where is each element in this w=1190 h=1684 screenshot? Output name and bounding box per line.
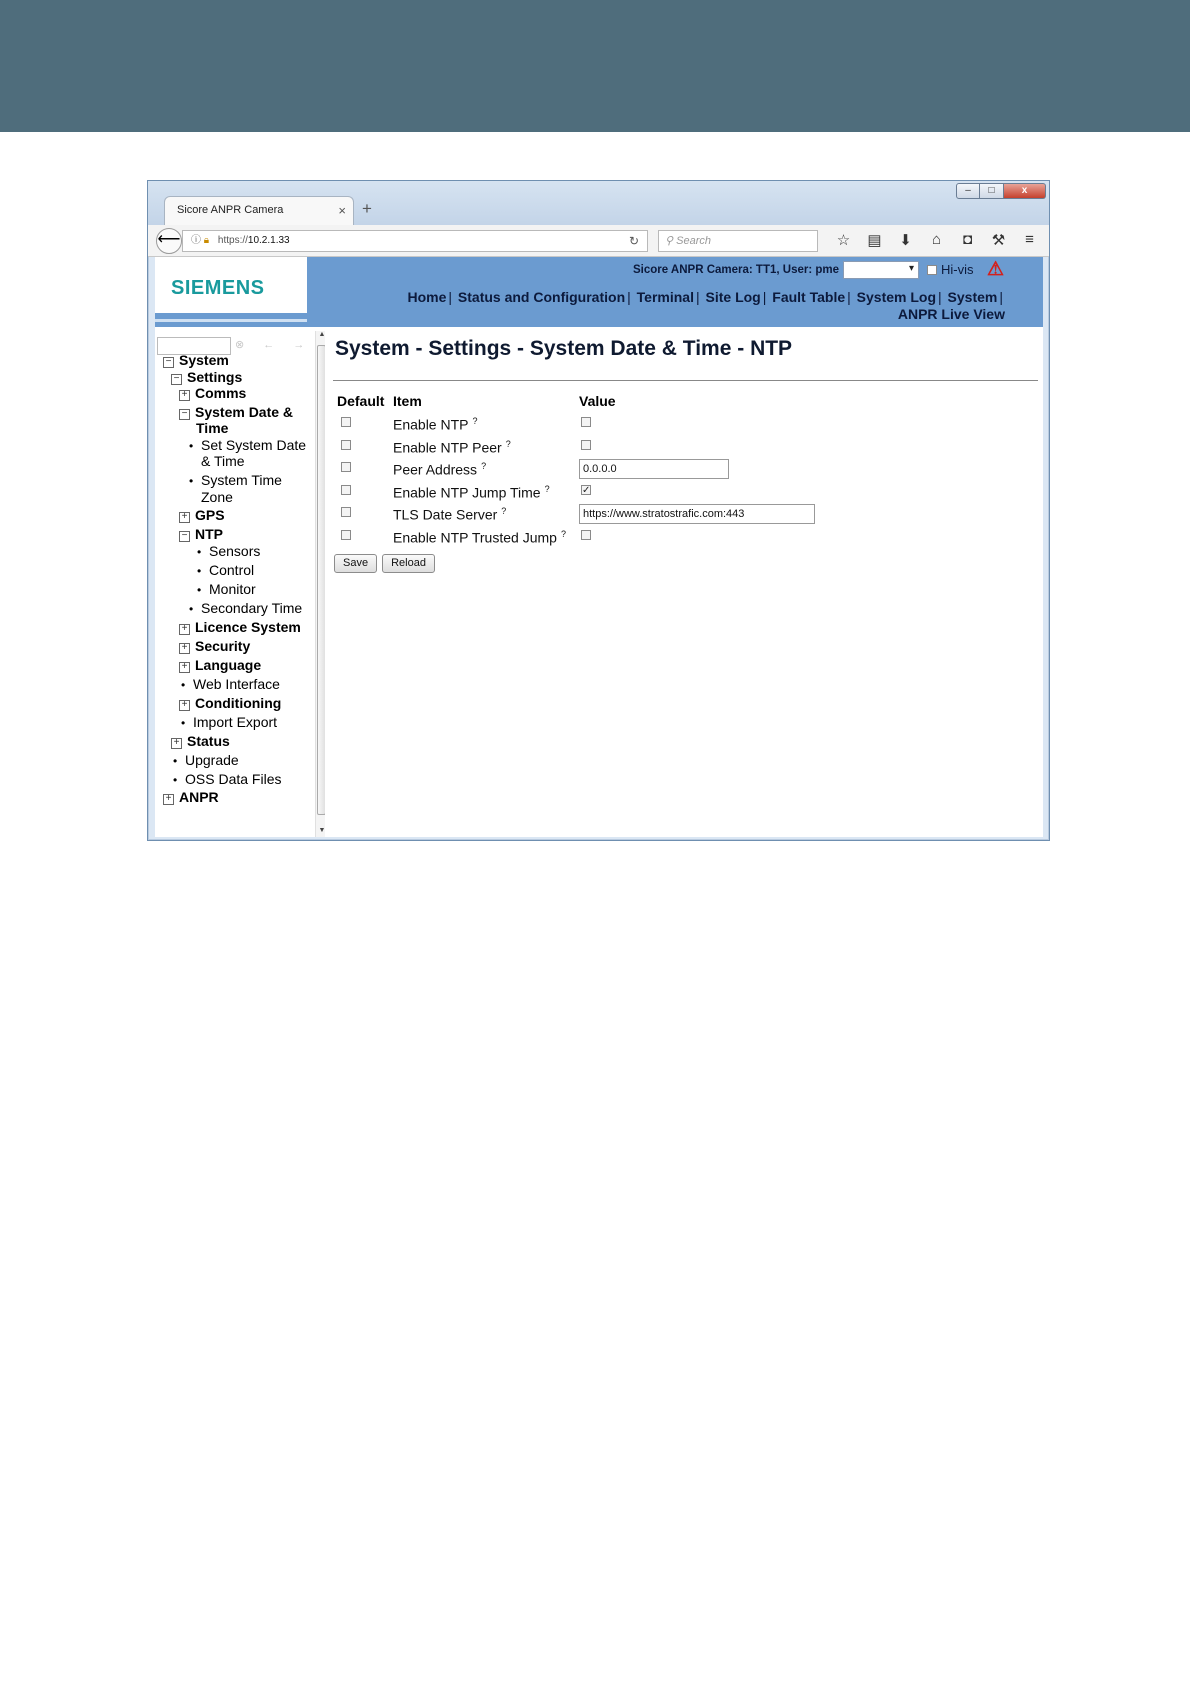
form-buttons — [334, 554, 440, 573]
nav-separator: | — [999, 289, 1003, 305]
tree-item[interactable] — [163, 352, 229, 369]
column-header-default: Default — [337, 393, 385, 409]
tab-close-icon[interactable]: × — [338, 203, 346, 218]
column-header-item: Item — [393, 393, 422, 409]
expand-icon[interactable]: + — [179, 624, 190, 635]
tree-item-label: Zone — [201, 489, 233, 505]
default-checkbox[interactable] — [341, 417, 351, 427]
nav-separator: | — [695, 289, 700, 305]
tree-item-label: Conditioning — [195, 695, 282, 711]
logo-strip — [155, 313, 307, 319]
toolbar-icons — [828, 231, 1045, 249]
tree-item[interactable] — [179, 657, 261, 674]
tree-item-label: Licence System — [195, 619, 301, 635]
expand-icon[interactable]: + — [179, 512, 190, 523]
setting-name: Peer Address — [393, 461, 478, 478]
warning-triangle-icon[interactable]: ⚠ — [987, 259, 1005, 280]
download-icon[interactable]: ⬇ — [899, 232, 912, 249]
tree-item-label: & Time — [201, 453, 245, 469]
setting-name: Enable NTP Jump Time — [393, 484, 541, 501]
default-checkbox[interactable] — [341, 485, 351, 495]
column-header-value: Value — [579, 393, 616, 409]
top-navigation — [385, 289, 1005, 323]
tree-item[interactable] — [171, 733, 230, 750]
tree-item[interactable] — [171, 369, 242, 386]
tree-item — [201, 453, 245, 470]
hivis-checkbox[interactable] — [927, 265, 937, 275]
expand-icon[interactable]: + — [179, 700, 190, 711]
setting-name: Enable NTP Peer — [393, 439, 502, 456]
expand-icon[interactable]: + — [179, 390, 190, 401]
tree-item[interactable] — [179, 404, 293, 421]
search-placeholder: Search — [676, 235, 711, 247]
tree-item — [196, 420, 228, 437]
url-scheme: https:// — [217, 235, 248, 246]
tree-item[interactable] — [163, 789, 219, 806]
tree-item[interactable] — [189, 472, 282, 490]
setting-name: Enable NTP — [393, 416, 469, 433]
tree-item — [201, 489, 233, 506]
tree-item-label: Comms — [195, 385, 247, 401]
tree-item[interactable] — [181, 714, 277, 732]
navigation-tree-panel — [155, 327, 325, 837]
tree-item-label: Language — [195, 657, 262, 673]
window-titlebar — [148, 181, 1049, 225]
tree-item[interactable] — [197, 562, 254, 580]
tree-item[interactable] — [197, 543, 260, 561]
value-checkbox[interactable] — [581, 485, 591, 495]
value-checkbox[interactable] — [581, 440, 591, 450]
camera-user-info: Sicore ANPR Camera: TT1, User: pme — [633, 264, 840, 276]
hivis-toggle[interactable] — [927, 262, 974, 277]
nav-separator: | — [847, 289, 851, 305]
tree-item-label: System Time — [201, 472, 282, 488]
siemens-logo: SIEMENS — [171, 277, 265, 299]
setting-label — [393, 484, 550, 501]
nav-fault-table[interactable]: Fault Table — [772, 289, 846, 305]
pocket-icon[interactable]: ◘ — [962, 231, 973, 248]
tree-item-label: NTP — [195, 526, 223, 542]
tree-item-label: Import Export — [193, 714, 278, 730]
library-icon[interactable]: ▤ — [867, 232, 882, 249]
tree-controls: ⊗ ← → — [235, 339, 313, 351]
title-divider — [333, 380, 1038, 381]
bullet-icon: • — [197, 564, 202, 578]
bullet-icon: • — [181, 716, 186, 730]
user-dropdown[interactable] — [843, 261, 919, 279]
main-content — [333, 327, 1038, 837]
settings-row — [333, 483, 1038, 505]
setting-label — [393, 506, 506, 523]
expand-icon[interactable]: + — [171, 738, 182, 749]
tree-item[interactable] — [173, 752, 239, 770]
sidebar-scrollbar[interactable] — [315, 331, 325, 837]
bullet-icon: • — [173, 754, 178, 768]
tree-item[interactable] — [179, 507, 225, 524]
nav-status-config[interactable]: Status and Configuration — [457, 289, 626, 305]
bullet-icon: • — [189, 439, 194, 453]
collapse-icon[interactable]: − — [171, 374, 182, 385]
web-page — [155, 257, 1043, 837]
expand-icon[interactable]: + — [163, 794, 174, 805]
tree-item[interactable] — [189, 600, 302, 618]
tree-item-label: Time — [196, 420, 229, 436]
tab-title: Sicore ANPR Camera — [177, 204, 284, 216]
back-arrow-icon[interactable]: ⟵ — [156, 228, 182, 254]
setting-name: Enable NTP Trusted Jump — [393, 529, 557, 546]
tree-item[interactable] — [173, 771, 281, 789]
extension-icon[interactable]: ⚒ — [991, 232, 1006, 249]
help-mark-icon[interactable]: ? — [481, 461, 487, 471]
maximize-icon[interactable]: □ — [980, 183, 1004, 199]
tree-item-label: GPS — [195, 507, 225, 523]
nav-separator: | — [762, 289, 767, 305]
help-mark-icon[interactable]: ? — [560, 528, 566, 539]
nav-separator: | — [627, 289, 631, 305]
help-mark-icon[interactable]: ? — [505, 438, 511, 449]
bullet-icon: • — [189, 474, 194, 488]
search-icon: ⚲ — [665, 235, 677, 247]
expand-icon[interactable]: + — [179, 643, 190, 654]
setting-name: TLS Date Server — [393, 506, 498, 523]
new-tab-icon[interactable]: + — [362, 199, 372, 218]
tree-item[interactable] — [197, 581, 256, 599]
setting-label — [393, 416, 478, 433]
tree-item-label: Sensors — [209, 543, 261, 559]
tree-item-label: Upgrade — [185, 752, 239, 768]
browser-tab[interactable] — [164, 196, 354, 225]
settings-row — [333, 415, 1038, 437]
value-text-field[interactable] — [579, 504, 815, 524]
tree-item[interactable] — [179, 695, 281, 712]
nav-system[interactable]: System — [947, 289, 998, 305]
tree-item-label: Control — [209, 562, 255, 578]
minimize-icon[interactable]: – — [956, 183, 980, 199]
browser-window — [147, 180, 1050, 841]
nav-system-log[interactable]: System Log — [856, 289, 937, 305]
save-button[interactable]: Save — [334, 554, 377, 573]
hivis-label: Hi-vis — [941, 262, 974, 277]
settings-row — [333, 460, 1038, 482]
menu-hamburger-icon[interactable]: ≡ — [1025, 231, 1034, 248]
reload-icon[interactable]: ↻ — [628, 234, 639, 248]
tree-item-label: System Date & — [195, 404, 294, 420]
tree-item-label: OSS Data Files — [185, 771, 282, 787]
bullet-icon: • — [189, 602, 194, 616]
default-checkbox[interactable] — [341, 440, 351, 450]
tree-item-label: System — [179, 352, 229, 368]
nav-separator: | — [448, 289, 453, 305]
settings-row — [333, 528, 1038, 550]
bookmark-star-icon[interactable]: ☆ — [836, 232, 851, 249]
bullet-icon: • — [181, 678, 186, 692]
tree-item[interactable] — [181, 676, 280, 694]
tree-item-label: Secondary Time — [201, 600, 303, 616]
scroll-up-icon[interactable]: ▲ — [318, 331, 325, 338]
logo-area — [155, 257, 307, 322]
setting-label — [393, 439, 511, 456]
window-controls — [956, 183, 1046, 199]
expand-icon[interactable]: + — [179, 662, 190, 673]
url-host: 10.2.1.33 — [247, 235, 290, 246]
help-mark-icon[interactable]: ? — [472, 416, 478, 426]
settings-row — [333, 505, 1038, 527]
tree-item-label: Set System Date — [201, 437, 307, 453]
nav-anpr-live-view[interactable]: ANPR Live View — [897, 306, 1005, 322]
tree-item[interactable] — [179, 638, 250, 655]
tree-item-label: Settings — [187, 369, 243, 385]
collapse-icon[interactable]: − — [179, 409, 190, 420]
tree-item[interactable] — [179, 385, 246, 402]
bullet-icon: • — [197, 545, 202, 559]
bullet-icon: • — [197, 583, 202, 597]
browser-toolbar — [148, 225, 1049, 257]
nav-separator: | — [938, 289, 942, 305]
collapse-icon[interactable]: − — [179, 531, 190, 542]
tree-item-label: Status — [187, 733, 230, 749]
value-text-field[interactable] — [579, 459, 729, 479]
collapse-icon[interactable]: − — [163, 357, 174, 368]
lock-warning-icon[interactable]: 🔒︎ — [203, 235, 210, 246]
info-icon[interactable]: ⓘ — [191, 235, 201, 246]
nav-site-log[interactable]: Site Log — [705, 289, 761, 305]
reload-button[interactable]: Reload — [382, 554, 435, 573]
search-input[interactable] — [658, 230, 818, 252]
home-icon[interactable]: ⌂ — [931, 231, 942, 248]
tree-item-label: ANPR — [179, 789, 219, 805]
default-checkbox[interactable] — [341, 530, 351, 540]
tree-item-label: Monitor — [209, 581, 256, 597]
setting-label — [393, 529, 566, 546]
document-header-banner — [0, 0, 1190, 132]
settings-row — [333, 438, 1038, 460]
value-checkbox[interactable] — [581, 530, 591, 540]
default-checkbox[interactable] — [341, 507, 351, 517]
close-window-icon[interactable]: x — [1004, 183, 1046, 199]
setting-label — [393, 461, 486, 478]
tree-item[interactable] — [179, 619, 301, 636]
value-checkbox[interactable] — [581, 417, 591, 427]
help-mark-icon[interactable]: ? — [501, 506, 507, 516]
site-header — [155, 257, 1043, 327]
nav-home[interactable]: Home — [407, 289, 447, 305]
address-bar[interactable] — [182, 230, 648, 252]
page-title: System - Settings - System Date & Time - NTP — [335, 337, 793, 360]
tree-item[interactable] — [179, 526, 223, 543]
default-checkbox[interactable] — [341, 462, 351, 472]
scroll-down-icon[interactable]: ▼ — [318, 827, 325, 834]
help-mark-icon[interactable]: ? — [544, 483, 550, 494]
tree-item-label: Security — [195, 638, 251, 654]
scrollbar-thumb[interactable] — [317, 345, 325, 815]
tree-item-label: Web Interface — [193, 676, 280, 692]
nav-terminal[interactable]: Terminal — [636, 289, 694, 305]
bullet-icon: • — [173, 773, 178, 787]
